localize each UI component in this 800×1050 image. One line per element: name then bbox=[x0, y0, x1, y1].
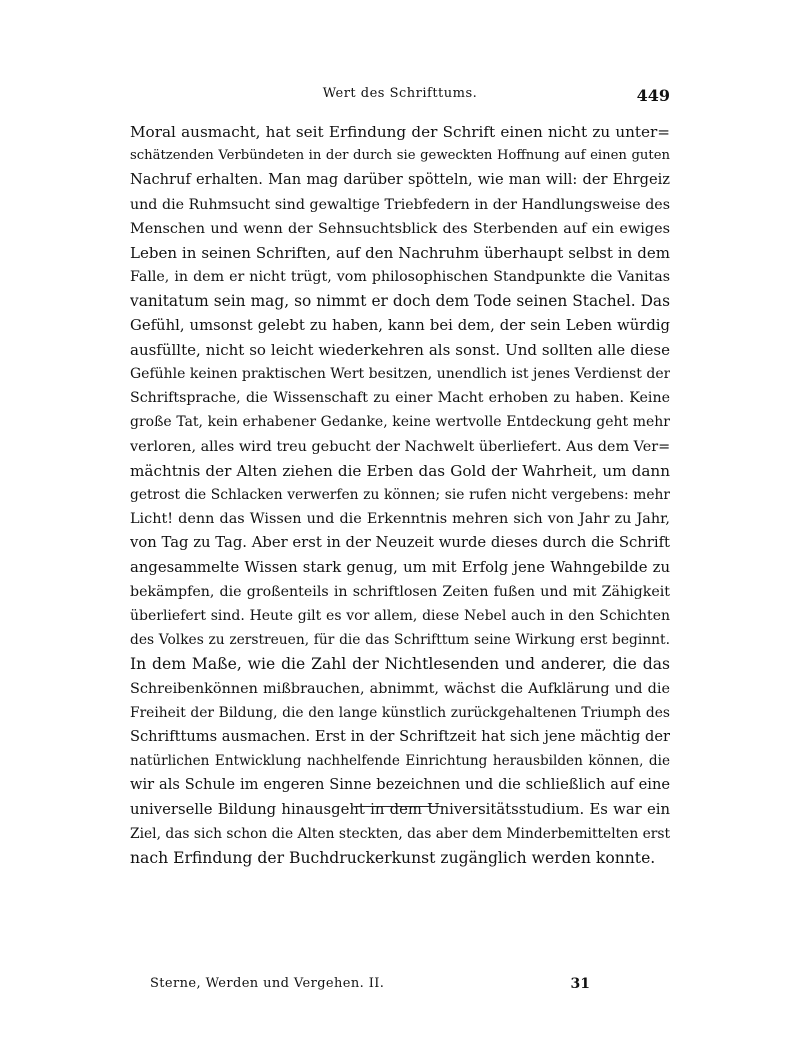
text-line: bekämpfen, die großenteils in schriftlosen Zeiten fußen und mit Zähigkeit bbox=[130, 583, 670, 600]
text-line: In dem Maße, wie die Zahl der Nichtlesenden und anderer, die das bbox=[130, 655, 670, 674]
text-line: Schreibenkönnen mißbrauchen, abnimmt, wächst die Aufklärung und die bbox=[130, 680, 670, 697]
text-line: vanitatum sein mag, so nimmt er doch dem Tode seinen Stachel. Das bbox=[130, 292, 670, 311]
text-line: nach Erfindung der Buchdruckerkunst zugänglich werden konnte. bbox=[130, 849, 656, 868]
text-line: universelle Bildung hinausgeht in dem Universitätsstudium. Es war ein bbox=[130, 800, 670, 818]
text-line: von Tag zu Tag. Aber erst in der Neuzeit wurde dieses durch die Schrift bbox=[130, 534, 670, 552]
text-line: Gefühl, umsonst gelebt zu haben, kann bei dem, der sein Leben würdig bbox=[130, 316, 670, 334]
sheet-number: 31 bbox=[570, 976, 590, 992]
signature-line: Sterne, Werden und Vergehen. II. bbox=[150, 976, 385, 991]
page-footer bbox=[150, 976, 590, 1000]
text-line: schätzenden Verbündeten in der durch sie geweckten Hoffnung auf einen guten bbox=[130, 148, 670, 164]
text-line: mächtnis der Alten ziehen die Erben das Gold der Wahrheit, um dann bbox=[130, 461, 670, 480]
text-line: Gefühle keinen praktischen Wert besitzen, unendlich ist jenes Verdienst der bbox=[130, 366, 670, 383]
text-line: des Volkes zu zerstreuen, für die das Schrifttum seine Wirkung erst beginnt. bbox=[130, 632, 670, 649]
text-line: Moral ausmacht, hat seit Erfindung der Schrift einen nicht zu unter= bbox=[130, 123, 670, 141]
running-head bbox=[130, 86, 670, 110]
text-line: Leben in seinen Schriften, auf den Nachruhm überhaupt selbst in dem bbox=[130, 244, 670, 263]
text-line: Freiheit der Bildung, die den lange künstlich zurückgehaltenen Triumph des bbox=[130, 704, 670, 721]
text-line: überliefert sind. Heute gilt es vor allem, diese Nebel auch in den Schichten bbox=[130, 608, 670, 625]
text-line: Schriftsprache, die Wissenschaft zu einer Macht erhoben zu haben. Keine bbox=[130, 390, 670, 407]
text-line: Ziel, das sich schon die Alten steckten, das aber dem Minderbemittelten erst bbox=[130, 825, 670, 842]
text-line: Nachruf erhalten. Man mag darüber spötteln, wie man will: der Ehrgeiz bbox=[130, 171, 670, 189]
text-line: Licht! denn das Wissen und die Erkenntnis mehren sich von Jahr zu Jahr, bbox=[130, 511, 670, 528]
section-rule bbox=[355, 806, 440, 807]
text-line: natürlichen Entwicklung nachhelfende Einrichtung herausbilden können, die bbox=[130, 753, 670, 770]
text-line: Falle, in dem er nicht trügt, vom philosophischen Standpunkte die Vanitas bbox=[130, 269, 670, 286]
text-line: wir als Schule im engeren Sinne bezeichnen und die schließlich auf eine bbox=[130, 776, 670, 794]
text-line: Schrifttums ausmachen. Erst in der Schriftzeit hat sich jene mächtig der bbox=[130, 728, 670, 746]
text-line: verloren, alles wird treu gebucht der Nachwelt überliefert. Aus dem Ver= bbox=[130, 438, 670, 455]
running-title: Wert des Schrifttums. bbox=[322, 86, 478, 101]
body-text bbox=[130, 120, 670, 870]
text-line: große Tat, kein erhabener Gedanke, keine wertvolle Entdeckung geht mehr bbox=[130, 414, 670, 431]
page-number: 449 bbox=[636, 86, 670, 105]
text-line: ausfüllte, nicht so leicht wiederkehren als sonst. Und sollten alle diese bbox=[130, 340, 670, 359]
text-line: angesammelte Wissen stark genug, um mit Erfolg jene Wahngebilde zu bbox=[130, 558, 670, 576]
text-line: Menschen und wenn der Sehnsuchtsblick des Sterbenden auf ein ewiges bbox=[130, 220, 670, 237]
text-line: und die Ruhmsucht sind gewaltige Triebfedern in der Handlungsweise des bbox=[130, 196, 670, 213]
text-line: getrost die Schlacken verwerfen zu können; sie rufen nicht vergebens: mehr bbox=[130, 487, 670, 504]
